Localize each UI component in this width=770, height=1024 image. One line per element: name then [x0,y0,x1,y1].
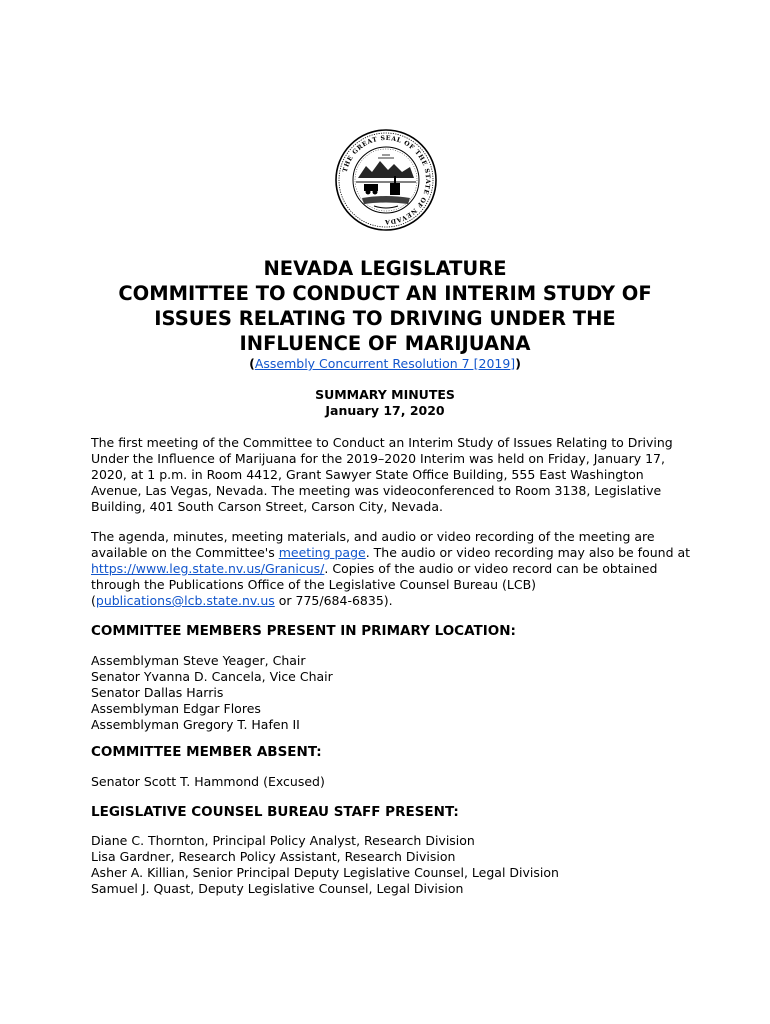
resolution-open-paren: ( [249,356,255,371]
availability-text-2: . The audio or video recording may also be found at [365,545,691,560]
resolution-link[interactable]: Assembly Concurrent Resolution 7 [2019] [254,356,516,371]
title-line-1: NEVADA LEGISLATURE [263,257,507,280]
staff-present-heading: LEGISLATIVE COUNSEL BUREAU STAFF PRESENT: [91,804,459,820]
title-line-4: INFLUENCE OF MARIJUANA [239,332,531,355]
meeting-page-link[interactable]: meeting page [278,545,366,560]
seal-ring-text: THE GREAT SEAL OF THE STATE OF NEVADA [341,134,432,226]
minutes-header [60,387,710,419]
granicus-link[interactable]: https://www.leg.state.nv.us/Granicus/ [91,561,325,576]
list-item: Assemblyman Gregory T. Hafen II [91,717,300,732]
title-line-2: COMMITTEE TO CONDUCT AN INTERIM STUDY OF [118,282,652,305]
publications-email-link[interactable]: publications@lcb.state.nv.us [95,593,275,608]
members-present-heading: COMMITTEE MEMBERS PRESENT IN PRIMARY LOCATION: [91,623,516,639]
staff-present-list [91,833,691,897]
members-present-list [91,653,691,733]
list-item: Senator Dallas Harris [91,685,224,700]
availability-text-1: The agenda, minutes, meeting materials, and audio or video recording of the meeting are available on the Committee's [91,529,655,560]
members-absent-heading: COMMITTEE MEMBER ABSENT: [91,744,322,760]
nevada-state-seal [334,128,438,232]
list-item: Senator Yvanna D. Cancela, Vice Chair [91,669,333,684]
resolution-close-paren: ) [515,356,521,371]
availability-paragraph [91,529,691,609]
list-item: Asher A. Killian, Senior Principal Deputy Legislative Counsel, Legal Division [91,865,559,880]
list-item: Diane C. Thornton, Principal Policy Analyst, Research Division [91,833,475,848]
list-item: Samuel J. Quast, Deputy Legislative Counsel, Legal Division [91,881,464,896]
minutes-label: SUMMARY MINUTES [315,387,455,402]
members-absent-list [91,774,691,790]
minutes-date: January 17, 2020 [325,403,445,418]
availability-text-4: or 775/684-6835). [274,593,393,608]
list-item: Assemblyman Steve Yeager, Chair [91,653,306,668]
list-item: Lisa Gardner, Research Policy Assistant, Research Division [91,849,456,864]
svg-text:THE GREAT SEAL OF THE STATE OF [342,135,431,225]
intro-paragraph: The first meeting of the Committee to Conduct an Interim Study of Issues Relating to Driving Under the Influence of Marijuana for the 2019–2020 Interim was held on Friday, January 17, 2020, at 1 p.m. in Room 4412, Grant Sawyer State Office Building, 555 East Washington Avenue, Las Vegas, Nevada. The meeting was videoconferenced to Room 3138, Legislative Building, 401 South Carson Street, Carson City, Nevada. [91,435,673,514]
list-item: Assemblyman Edgar Flores [91,701,261,716]
title-line-3: ISSUES RELATING TO DRIVING UNDER THE [154,307,616,330]
resolution-reference [60,355,710,373]
availability-text-3: . Copies of the audio or video record can be obtained through the Publications Office of the Legislative Counsel Bureau (LCB) ( [91,561,658,608]
list-item: Senator Scott T. Hammond (Excused) [91,774,325,789]
document-title [60,256,710,356]
